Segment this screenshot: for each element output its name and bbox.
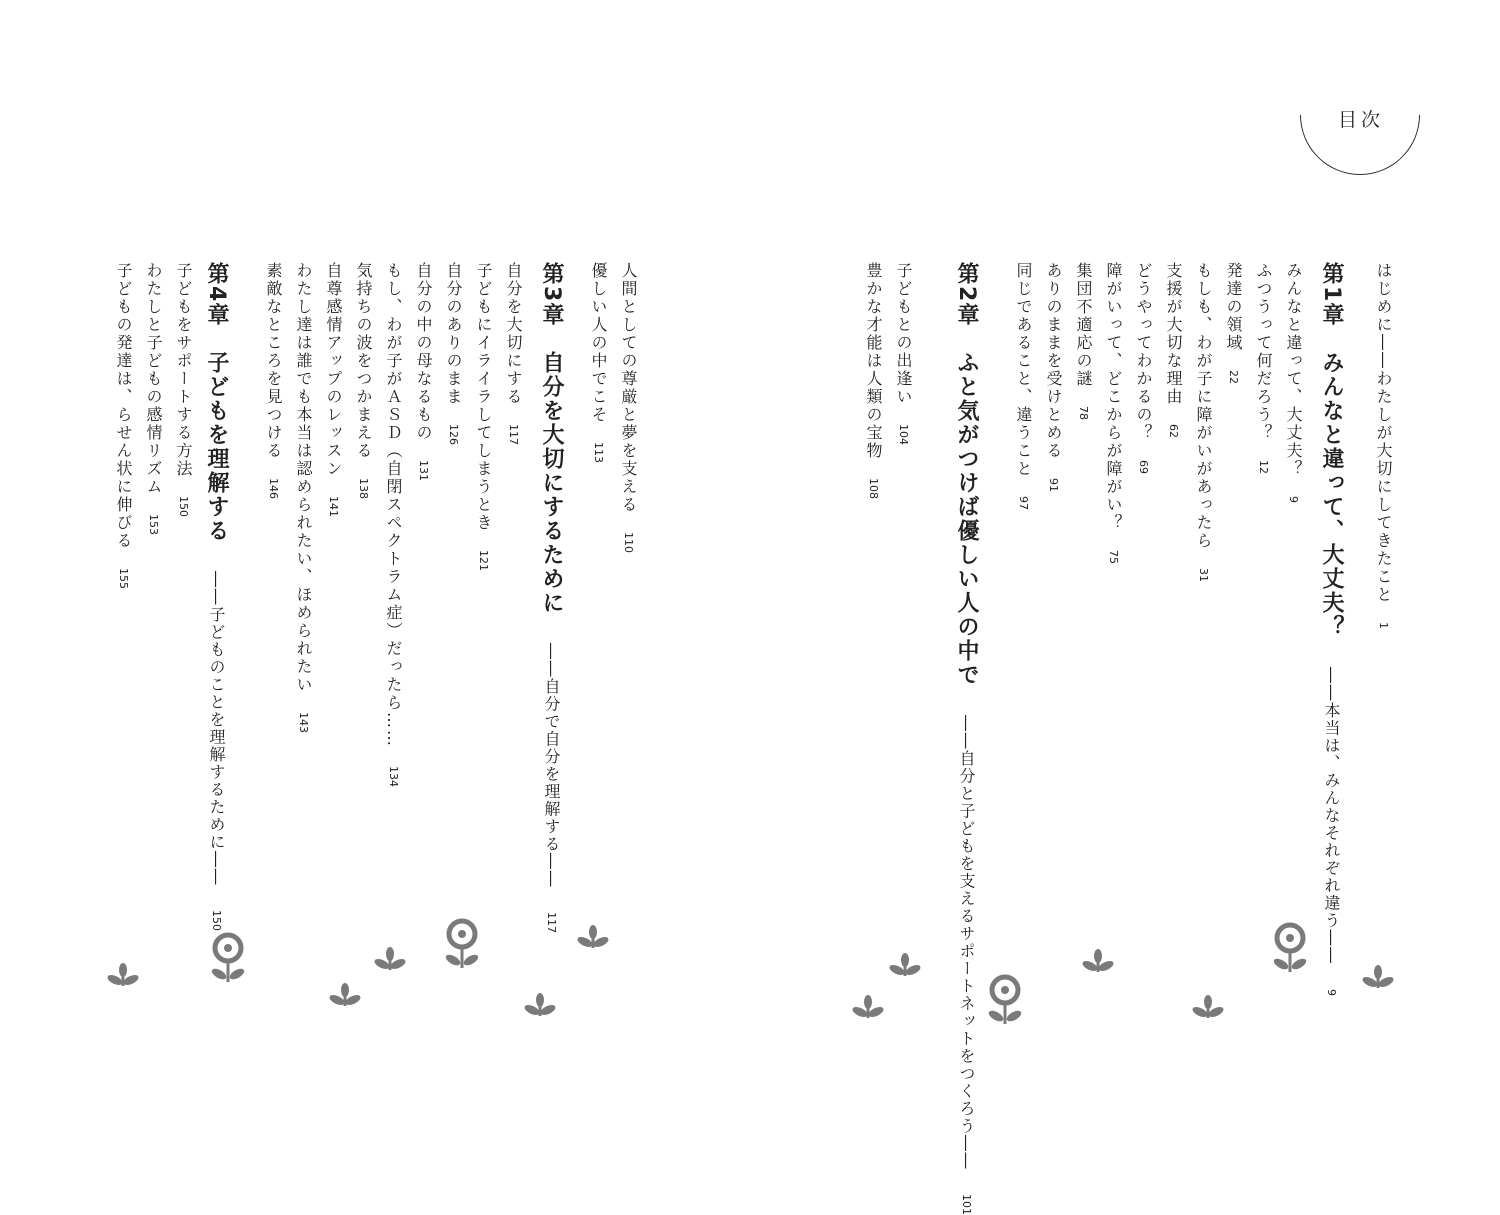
entry-title: 集団不適応の謎	[1074, 262, 1093, 388]
entry-title: どうやってわかるの？	[1134, 262, 1153, 442]
page-number: 101	[960, 1194, 973, 1215]
toc-entry	[1105, 262, 1121, 564]
sprout-icon	[523, 993, 557, 1017]
toc-entry	[1045, 262, 1061, 492]
toc-entry	[505, 262, 521, 445]
toc-entry	[1285, 262, 1301, 503]
toc-entry	[590, 262, 606, 463]
chapter-subtitle: ――自分と子どもを支えるサポートネットをつくろう――	[957, 715, 976, 1171]
toc-entry	[295, 262, 311, 733]
toc-entry	[1075, 262, 1091, 420]
entry-title: 自分を大切にする	[504, 262, 523, 406]
toc-entry	[1255, 262, 1271, 474]
page-number: 121	[477, 550, 490, 571]
sprout-icon	[328, 983, 362, 1007]
entry-title: 自尊感情アップのレッスン	[324, 262, 343, 478]
toc-chapter	[1320, 262, 1342, 996]
chapter-title: 第2章 ふと気がつけば優しい人の中で	[954, 262, 979, 688]
entry-title: もしも、わが子に障がいがあったら	[1194, 262, 1213, 550]
toc-entry	[1225, 262, 1241, 384]
toc-entry	[115, 262, 131, 589]
toc-entry	[325, 262, 341, 517]
entry-title: わたしと子どもの感情リズム	[144, 262, 163, 496]
entry-title: 優しい人の中でこそ	[589, 262, 608, 424]
page-number: 138	[357, 478, 370, 499]
toc-chapter	[205, 262, 227, 931]
sprout-icon	[851, 995, 885, 1019]
toc-title: 目次	[1338, 109, 1385, 131]
toc-entry	[895, 262, 911, 445]
sprout-icon	[576, 925, 610, 949]
entry-title: 子どもとの出逢い	[894, 262, 913, 406]
entry-title: ふつうって何だろう？	[1254, 262, 1273, 442]
entry-title: 素敵なところを見つける	[264, 262, 283, 460]
sprout-icon	[1191, 995, 1225, 1019]
page-number: 91	[1047, 478, 1060, 492]
entry-title: 自分のありのまま	[444, 262, 463, 406]
entry-title: 子どもをサポートする方法	[174, 262, 193, 478]
toc-entry	[1135, 262, 1151, 474]
chapter-title: 第1章 みんなと違って、大丈夫？	[1319, 262, 1344, 640]
entry-title: 豊かな才能は人類の宝物	[864, 262, 883, 460]
page-number: 150	[210, 910, 223, 932]
sprout-icon	[1081, 949, 1115, 973]
page-number: 126	[447, 424, 460, 445]
entry-title: はじめに――わたしが大切にしてきたこと	[1374, 262, 1393, 604]
chapter-title: 第3章 自分を大切にするために	[539, 262, 564, 616]
entry-title: 障がいって、どこからが障がい？	[1104, 262, 1123, 532]
page-number: 75	[1107, 550, 1120, 564]
page-number: 62	[1167, 424, 1180, 438]
page-number: 134	[387, 766, 400, 787]
toc-entry	[620, 262, 636, 553]
page-number: 113	[592, 442, 605, 463]
sprout-icon	[1361, 965, 1395, 989]
page-number: 12	[1257, 460, 1270, 474]
sprout-icon	[373, 947, 407, 971]
entry-title: ありのままを受けとめる	[1044, 262, 1063, 460]
entry-title: 子どもにイライラしてしまうとき	[474, 262, 493, 532]
toc-entry	[475, 262, 491, 571]
toc-entry	[1015, 262, 1031, 510]
sprout-icon	[106, 963, 140, 987]
page-number: 131	[417, 460, 430, 481]
page-number: 155	[117, 568, 130, 589]
page-number: 150	[177, 496, 190, 517]
page-number: 104	[897, 424, 910, 445]
page-number: 146	[267, 478, 280, 499]
page-number: 9	[1325, 988, 1338, 996]
page-number: 143	[297, 712, 310, 733]
flower-icon	[1272, 925, 1308, 972]
page-number: 97	[1017, 496, 1030, 510]
toc-entry	[175, 262, 191, 517]
page-number: 22	[1227, 370, 1240, 384]
page-number: 1	[1377, 622, 1390, 629]
flower-icon	[210, 935, 246, 982]
toc-entry	[385, 262, 401, 787]
toc-heading	[1300, 55, 1420, 175]
toc-entry	[265, 262, 281, 499]
toc-entry	[1165, 262, 1181, 438]
toc-chapter	[955, 262, 977, 1215]
page-number: 141	[327, 496, 340, 517]
sprout-icon	[888, 953, 922, 977]
entry-title: みんなと違って、大丈夫？	[1284, 262, 1303, 478]
toc-entry	[355, 262, 371, 499]
toc-entry	[415, 262, 431, 481]
toc-entry	[865, 262, 881, 499]
entry-title: 子どもの発達は、らせん状に伸びる	[114, 262, 133, 550]
page-number: 31	[1197, 568, 1210, 582]
entry-title: もし、わが子がＡＳＤ（自閉スペクトラム症）だったら……	[384, 262, 403, 748]
page-number: 9	[1287, 496, 1300, 503]
chapter-subtitle: ――子どものことを理解するために――	[207, 571, 226, 887]
entry-title: 支援が大切な理由	[1164, 262, 1183, 406]
entry-title: 自分の中の母なるもの	[414, 262, 433, 442]
toc-entry	[145, 262, 161, 535]
page-number: 69	[1137, 460, 1150, 474]
flower-decoration	[0, 900, 1500, 1050]
toc-entry	[1375, 262, 1391, 629]
entry-title: わたし達は誰でも本当は認められたい、ほめられたい	[294, 262, 313, 694]
chapter-subtitle: ――自分で自分を理解する――	[542, 643, 561, 889]
page-number: 78	[1077, 406, 1090, 420]
flower-icon	[444, 921, 480, 968]
entry-title: 人間としての尊厳と夢を支える	[619, 262, 638, 514]
page-number: 108	[867, 478, 880, 499]
page-number: 117	[545, 912, 558, 934]
toc-entry	[1195, 262, 1211, 582]
toc-entry	[445, 262, 461, 445]
page-number: 153	[147, 514, 160, 535]
page-number: 117	[507, 424, 520, 445]
toc-chapter	[540, 262, 562, 933]
entry-title: 発達の領域	[1224, 262, 1243, 352]
flower-icon	[987, 977, 1023, 1024]
page-number: 110	[622, 532, 635, 553]
chapter-subtitle: ――本当は、みんなそれぞれ違う――	[1322, 667, 1341, 965]
entry-title: 気持ちの波をつかまえる	[354, 262, 373, 460]
entry-title: 同じであること、違うこと	[1014, 262, 1033, 478]
chapter-title: 第4章 子どもを理解する	[204, 262, 229, 544]
